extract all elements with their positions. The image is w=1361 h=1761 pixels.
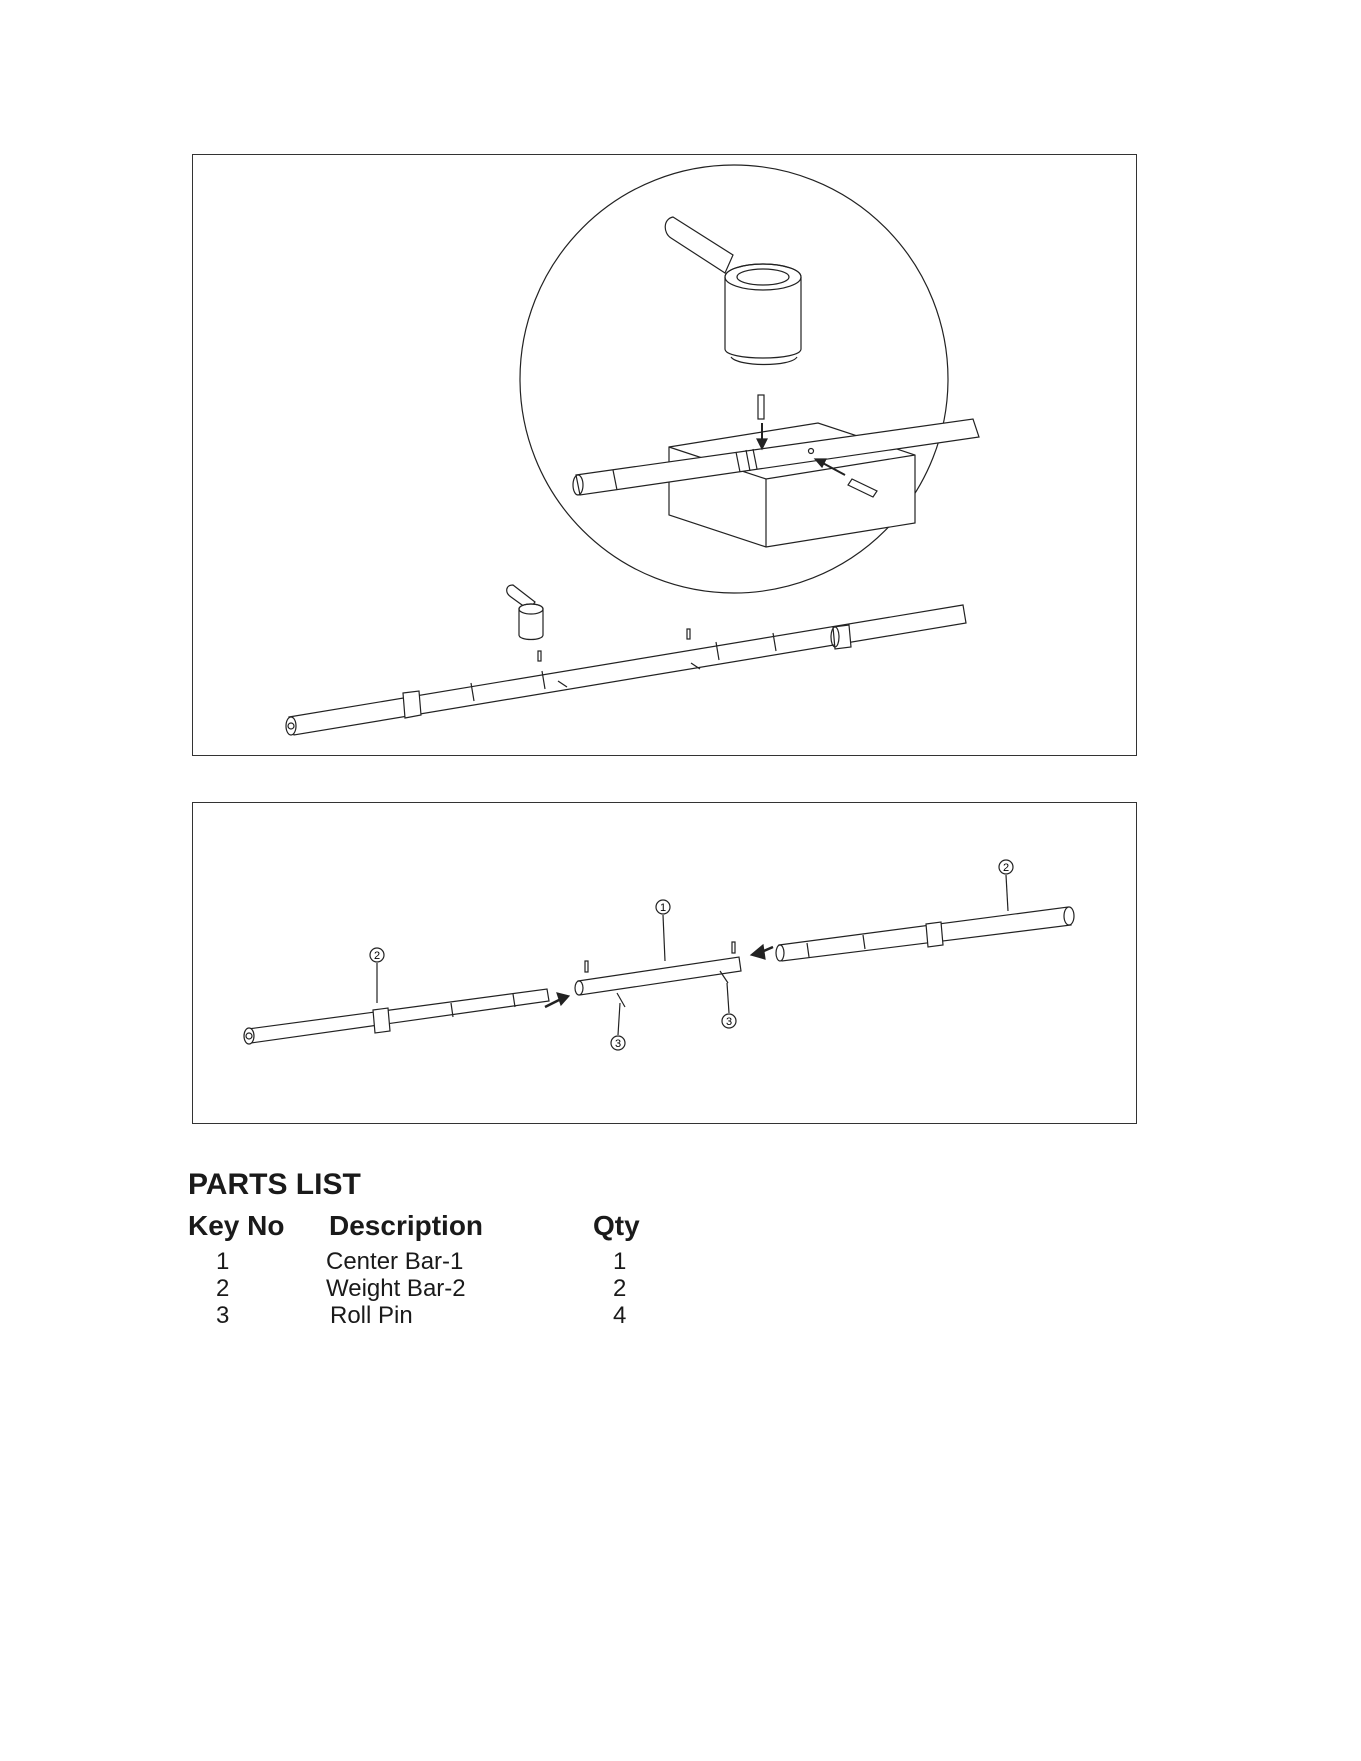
parts-list-title: PARTS LIST: [188, 1168, 361, 1201]
left-weight-bar: [244, 989, 549, 1044]
callout-number: 2: [373, 950, 381, 962]
exploded-bar-illustration: [193, 803, 1138, 1125]
parts-list: [188, 1168, 640, 1329]
callout-number: 3: [725, 1016, 733, 1028]
header-description: Description: [329, 1210, 484, 1241]
center-bar: [575, 942, 741, 1007]
callout-number: 1: [659, 902, 667, 914]
header-qty: Qty: [593, 1210, 640, 1241]
row-key: 2: [216, 1275, 230, 1302]
row-qty: 4: [613, 1302, 627, 1329]
row-qty: 1: [613, 1248, 627, 1275]
row-key: 3: [216, 1302, 230, 1329]
magnified-detail-circle: [520, 165, 979, 593]
row-key: 1: [216, 1248, 230, 1275]
row-qty: 2: [613, 1275, 627, 1302]
row-description: Center Bar-1: [326, 1248, 464, 1275]
callout-number: 3: [614, 1038, 622, 1050]
callout-number: 2: [1002, 862, 1010, 874]
full-bar-drawing: [286, 585, 966, 735]
right-weight-bar: [776, 907, 1074, 961]
header-key-no: Key No: [188, 1210, 285, 1241]
row-description: Roll Pin: [330, 1302, 413, 1329]
row-description: Weight Bar-2: [326, 1275, 466, 1302]
assembly-figure-top: [192, 154, 1137, 756]
bar-hammer-illustration: [193, 155, 1138, 757]
assembly-figure-exploded: [192, 802, 1137, 1124]
